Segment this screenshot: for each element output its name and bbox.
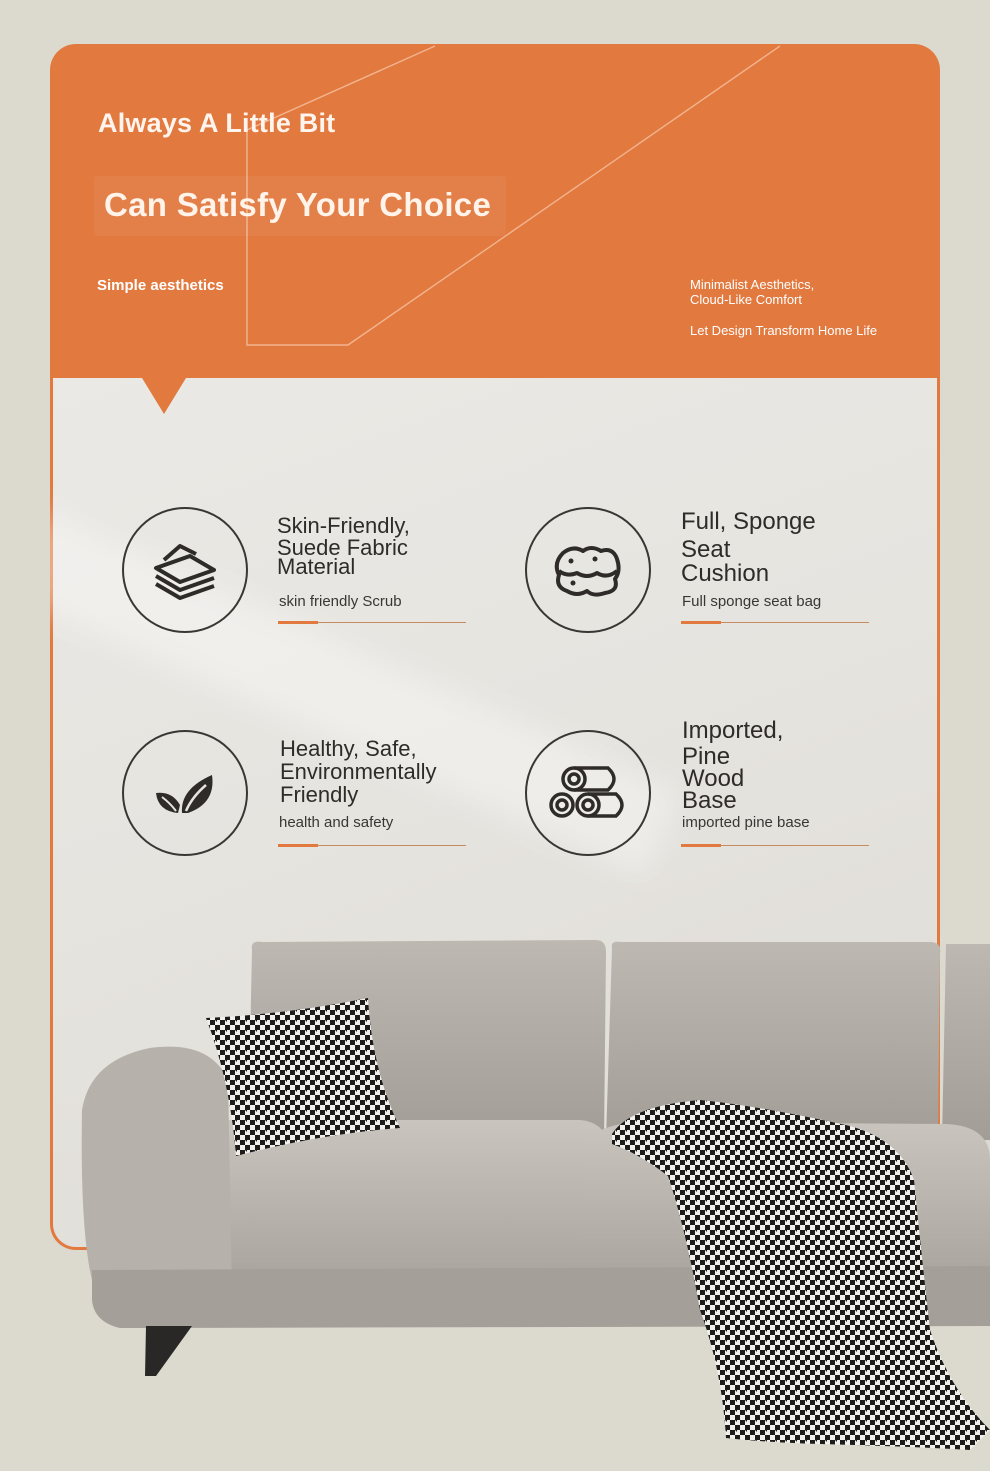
- wood-logs-icon: [548, 765, 628, 821]
- feature-title-line: Wood: [682, 765, 745, 792]
- back-cushion: [942, 944, 990, 1140]
- subtitle-right-line-2: Cloud-Like Comfort: [690, 292, 802, 307]
- feature-icon-ring: [122, 507, 248, 633]
- subtitle-right-line-1: Minimalist Aesthetics,: [690, 277, 815, 292]
- feature-divider-accent: [278, 844, 318, 847]
- subtitle-left: Simple aesthetics: [97, 277, 224, 294]
- feature-title: [280, 738, 480, 806]
- feature-subtitle: imported pine base: [682, 814, 810, 831]
- feature-title-line: Cushion: [681, 560, 770, 587]
- feature-title: [682, 717, 882, 814]
- pointer-triangle: [142, 378, 186, 414]
- feature-title-line: Pine: [682, 743, 731, 770]
- sponge-icon: [553, 543, 623, 597]
- subtitle-right: [690, 277, 814, 307]
- feature-subtitle: skin friendly Scrub: [279, 593, 402, 610]
- feature-subtitle: Full sponge seat bag: [682, 593, 822, 610]
- tagline: Let Design Transform Home Life: [690, 323, 878, 338]
- feature-icon-ring: [122, 730, 248, 856]
- feature-icon-ring: [525, 730, 651, 856]
- feature-title-line: Imported,: [682, 717, 784, 744]
- feature-title-line: Base: [682, 787, 737, 814]
- feature-title-line: Friendly: [280, 782, 359, 807]
- feature-title-line: Full, Sponge: [681, 508, 816, 535]
- feature-title-line: Suede Fabric: [277, 535, 408, 560]
- feature-divider-accent: [681, 621, 721, 624]
- feature-divider-accent: [278, 621, 318, 624]
- feature-title-line: Healthy, Safe,: [280, 736, 417, 761]
- feature-title-line: Seat: [681, 536, 731, 563]
- feature-title-line: Material: [277, 554, 356, 579]
- feature-title: [277, 515, 477, 578]
- headline-secondary: Can Satisfy Your Choice: [104, 186, 492, 223]
- feature-title: [681, 510, 881, 586]
- leaves-icon: [152, 769, 218, 817]
- feature-subtitle: health and safety: [279, 814, 394, 831]
- feature-icon-ring: [525, 507, 651, 633]
- feature-divider-accent: [681, 844, 721, 847]
- stacked-fabric-icon: [150, 540, 220, 600]
- headline-primary: Always A Little Bit: [98, 108, 336, 138]
- sofa-leg: [145, 1326, 192, 1376]
- sofa-arm: [82, 1047, 232, 1295]
- feature-title-line: Skin-Friendly,: [277, 513, 410, 538]
- sofa-image: [0, 930, 990, 1471]
- feature-title-line: Environmentally: [280, 759, 437, 784]
